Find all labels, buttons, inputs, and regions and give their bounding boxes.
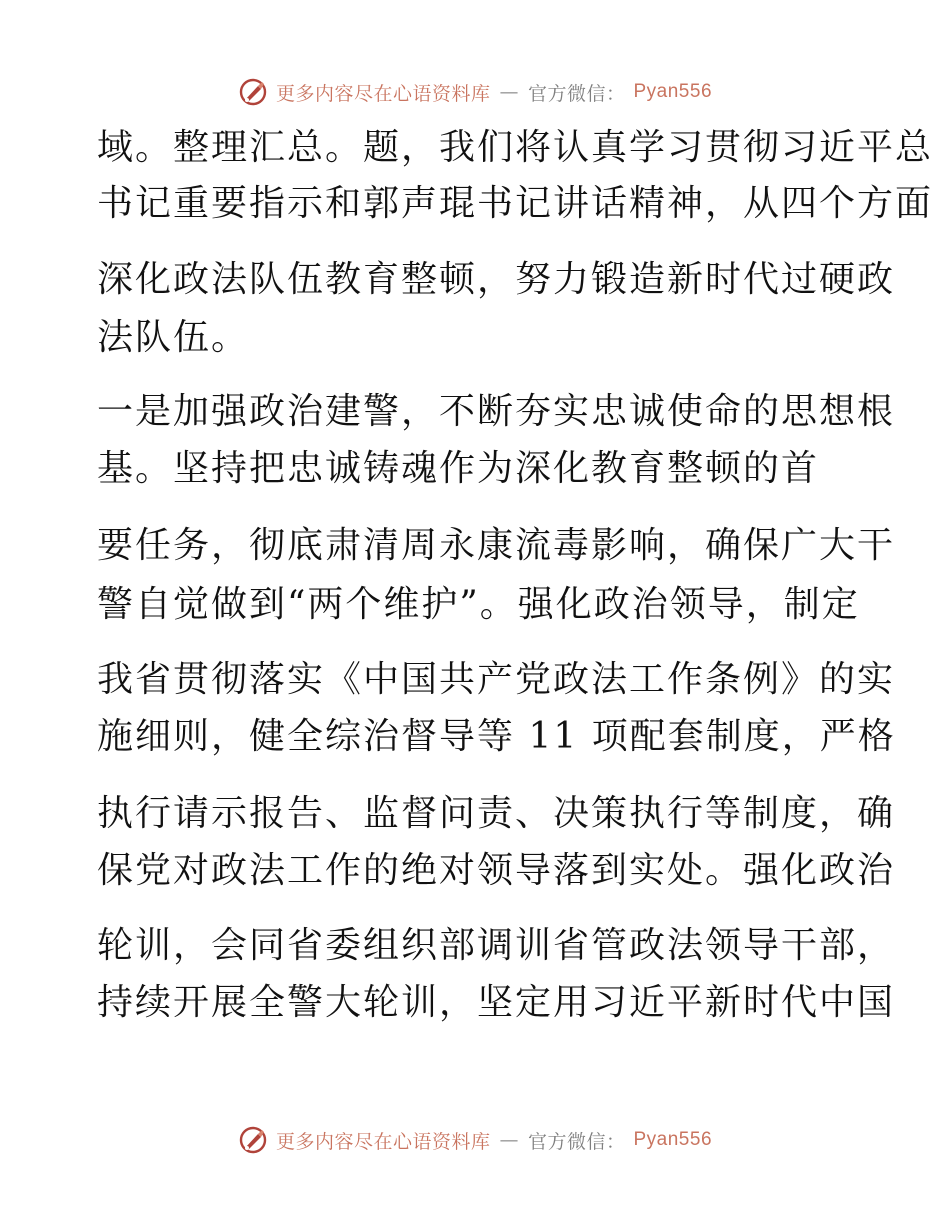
body-line: 书记重要指示和郭声琨书记讲话精神，从四个方面 [97,183,934,224]
pen-quill-logo-icon [238,77,268,107]
body-line: 要任务，彻底肃清周永康流毒影响，确保广大干 [97,525,896,566]
body-line: 法队伍。 [97,317,250,358]
banner-handle: Pyan556 [633,1129,713,1150]
body-line: 保党对政法工作的绝对领导落到实处。强化政治 [97,850,896,891]
banner-official-label: 官方微信： [527,82,626,105]
body-line: 深化政法队伍教育整顿，努力锻造新时代过硬政 [97,259,896,300]
banner-main-text: 更多内容尽在心语资料库 [275,1130,491,1153]
body-line: 轮训，会同省委组织部调训省管政法领导干部， [97,925,896,966]
body-line: 施细则，健全综治督导等 11 项配套制度，严格 [97,716,896,757]
body-line: 警自觉做到“两个维护”。强化政治领导，制定 [97,584,860,625]
banner-handle: Pyan556 [633,81,713,102]
banner-dash: — [499,81,519,103]
pen-quill-logo-icon [238,1125,268,1155]
body-line: 执行请示报告、监督问责、决策执行等制度，确 [97,793,896,834]
body-line: 一是加强政治建警，不断夯实忠诚使命的思想根 [97,391,896,432]
banner-dash: — [499,1129,519,1151]
body-line: 我省贯彻落实《中国共产党政法工作条例》的实 [97,659,896,700]
footer-banner [0,1120,950,1160]
body-line: 基。坚持把忠诚铸魂作为深化教育整顿的首 [97,448,820,489]
banner-main-text: 更多内容尽在心语资料库 [275,82,491,105]
banner-official-label: 官方微信： [527,1130,626,1153]
header-banner [0,72,950,112]
body-line: 持续开展全警大轮训，坚定用习近平新时代中国 [97,982,896,1023]
body-line: 域。整理汇总。题，我们将认真学习贯彻习近平总 [97,127,934,168]
